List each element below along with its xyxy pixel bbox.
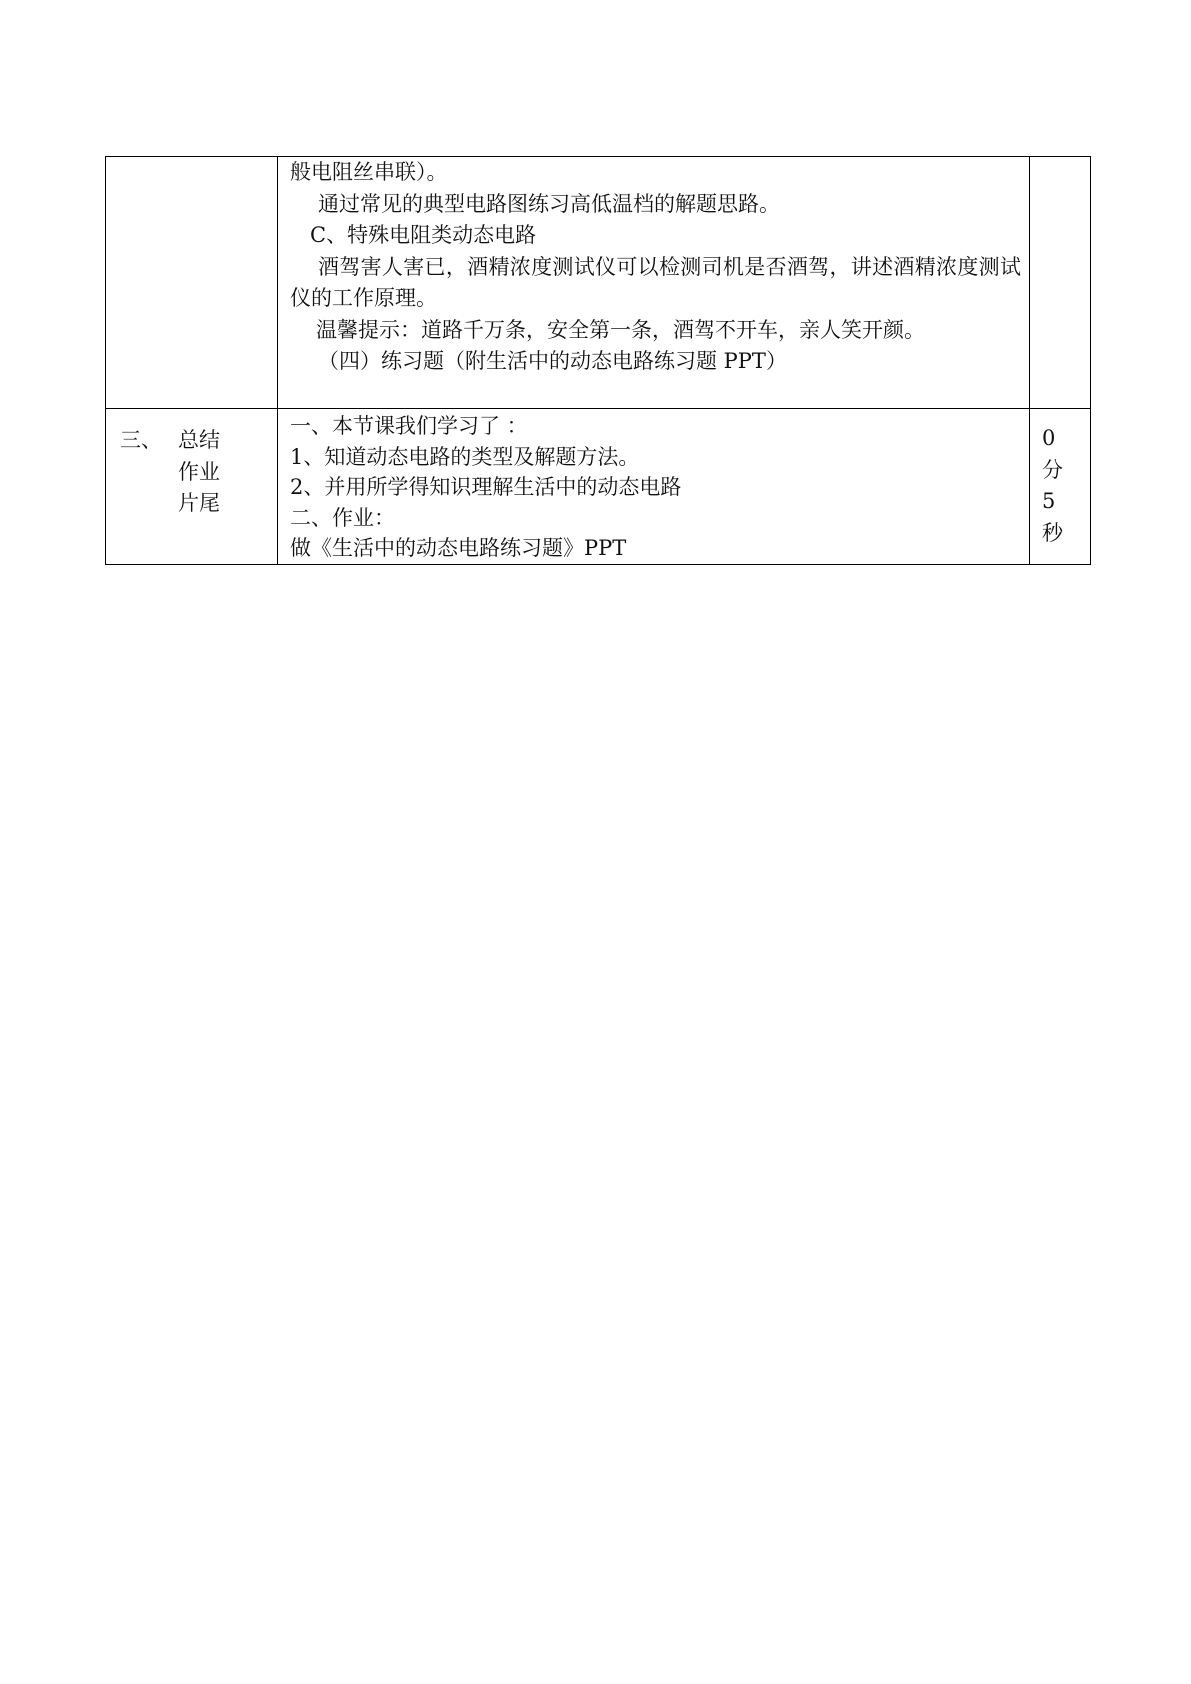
content-paragraph: 酒驾害人害已，酒精浓度测试仪可以检测司机是否酒驾，讲述酒精浓度测试仪的工作原理。 <box>290 254 1021 310</box>
section-label-line: 总结 <box>178 428 220 452</box>
content-line: 温馨提示：道路千万条，安全第一条，酒驾不开车，亲人笑开颜。 <box>316 317 925 342</box>
time-char: 0 <box>1042 426 1056 450</box>
section-cell-empty <box>106 157 278 409</box>
time-duration <box>1030 409 1090 549</box>
table-row <box>106 157 1091 409</box>
section-label-line: 片尾 <box>178 491 220 515</box>
section-cell <box>106 409 278 565</box>
time-char: 5 <box>1042 489 1056 513</box>
content-line: 1、知道动态电路的类型及解题方法。 <box>290 444 640 469</box>
section-label <box>178 425 220 520</box>
time-char: 分 <box>1042 457 1063 482</box>
section-label-line: 作业 <box>178 459 220 484</box>
content-line: （四）练习题（附生活中的动态电路练习题 PPT） <box>318 349 787 373</box>
content-line: 做《生活中的动态电路练习题》PPT <box>290 536 627 560</box>
content-line: 二、作业： <box>290 505 395 530</box>
content-line: C、特殊电阻类动态电路 <box>310 223 537 247</box>
content-cell <box>278 157 1030 409</box>
content-cell <box>278 409 1030 565</box>
section-number: 三、 <box>120 428 162 452</box>
content-line: 通过常见的典型电路图练习高低温档的解题思路。 <box>318 191 780 216</box>
table-row <box>106 409 1091 565</box>
time-cell <box>1030 409 1091 565</box>
content-line: 般电阻丝串联）。 <box>290 160 448 184</box>
content-line: 2、并用所学得知识理解生活中的动态电路 <box>290 475 682 499</box>
time-char: 秒 <box>1042 520 1063 545</box>
lesson-plan-table <box>105 156 1091 565</box>
content-line: 一、本节课我们学习了 ： <box>290 414 528 438</box>
time-cell-empty <box>1030 157 1091 409</box>
